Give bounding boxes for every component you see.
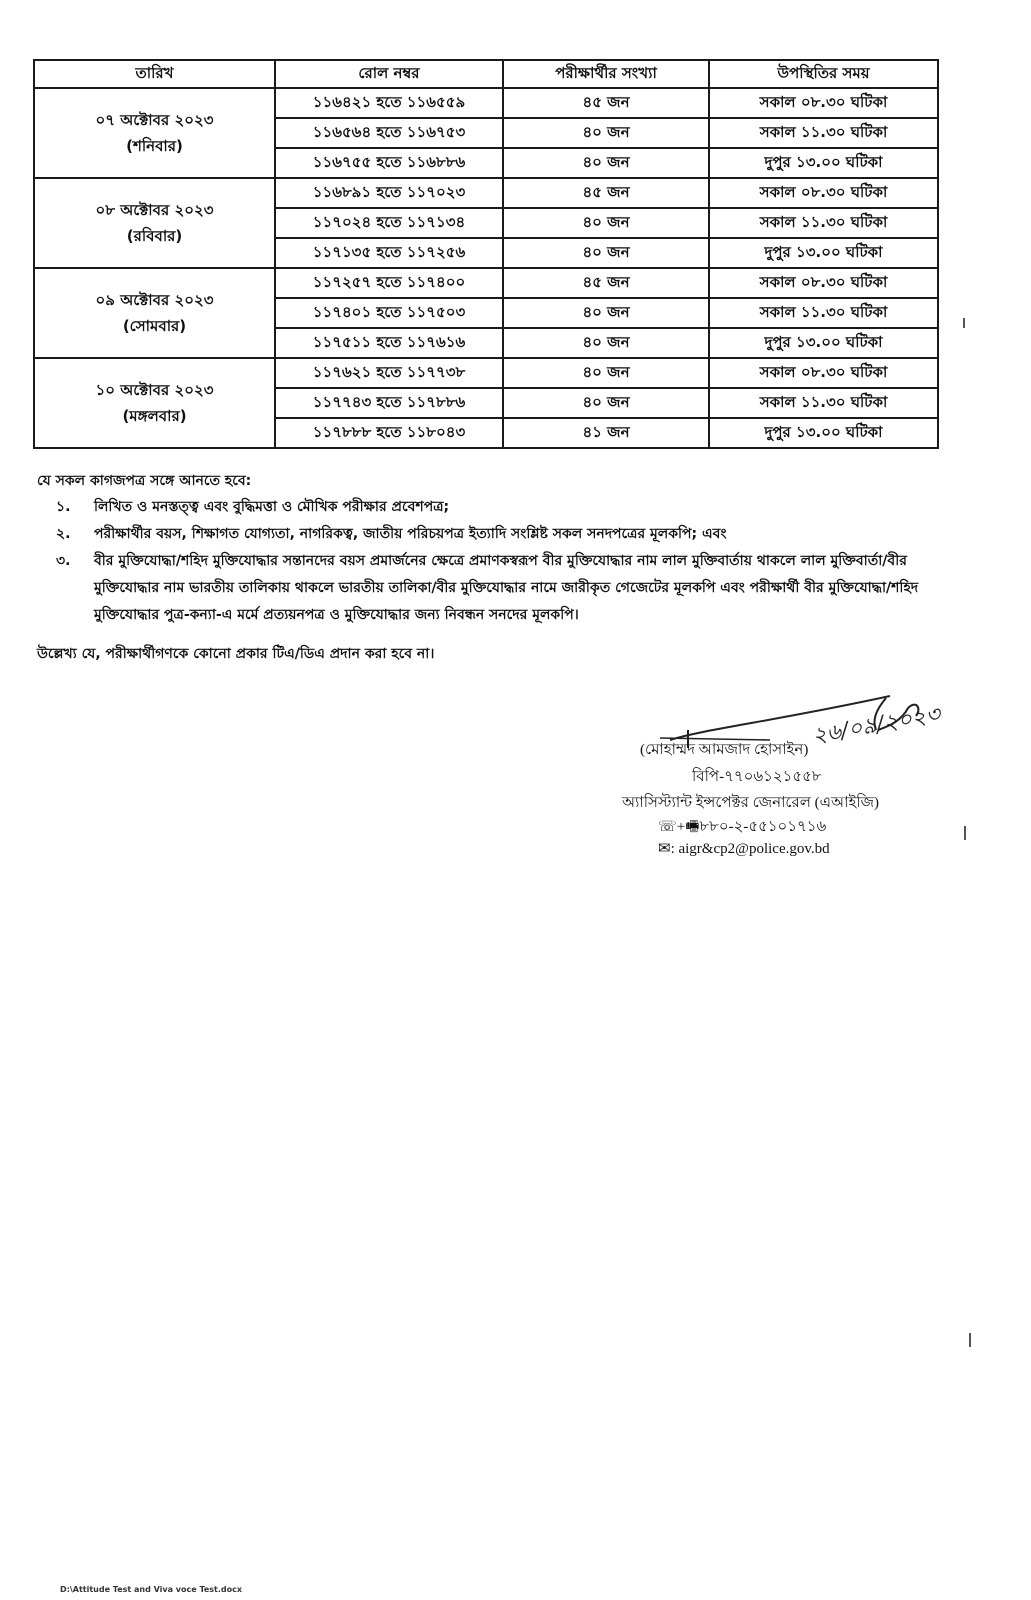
designation: অ্যাসিস্ট্যান্ট ইন্সপেক্টর জেনারেল (এআইজি) <box>622 795 880 811</box>
phone-fax: ☏+🖷৮৮০-২-৫৫১০১৭১৬ <box>658 819 827 835</box>
roll-range: ১১৬৫৬৪ হতে ১১৬৭৫৩ <box>275 118 503 148</box>
ta-da-note: উল্লেখ্য যে, পরীক্ষার্থীগণকে কোনো প্রকার টিএ/ডিএ প্রদান করা হবে না। <box>37 646 435 662</box>
candidate-count: ৪০ জন <box>503 118 709 148</box>
candidate-count: ৪০ জন <box>503 298 709 328</box>
table-row <box>34 88 938 118</box>
required-documents-list <box>56 494 946 629</box>
candidate-count: ৪০ জন <box>503 148 709 178</box>
header-attendance-time: উপস্থিতির সময় <box>709 60 938 88</box>
file-path-footer: D:\Attitude Test and Viva voce Test.docx <box>60 1585 243 1594</box>
header-roll-number: রোল নম্বর <box>275 60 503 88</box>
header-candidate-count: পরীক্ষার্থীর সংখ্যা <box>503 60 709 88</box>
list-item-text: বীর মুক্তিযোদ্ধা/শহিদ মুক্তিযোদ্ধার সন্তানদের বয়স প্রমার্জনের ক্ষেত্রে প্রমাণকস্বরূপ বীর মুক্তিযোদ্ধার নাম লাল মুক্তিবার্তায় থাকলে লাল মুক্তিবার্তা/বীর মুক্তিযোদ্ধার নাম ভারতীয় তালিকায় থাকলে ভারতীয় তালিকা/বীর মুক্তিযোদ্ধার নামে জারীকৃত গেজেটের মূলকপি এবং পরীক্ষার্থী বীর মুক্তিযোদ্ধা/শহিদ মুক্তিযোদ্ধার পুত্র-কন্যা-এ মর্মে প্রত্যয়নপত্র ও মুক্তিযোদ্ধার জন্য নিবন্ধন সনদের মূলকপি। <box>94 553 919 623</box>
roll-range: ১১৭২৫৭ হতে ১১৭৪০০ <box>275 268 503 298</box>
roll-range: ১১৬৮৯১ হতে ১১৭০২৩ <box>275 178 503 208</box>
exam-date: ১০ অক্টোবর ২০২৩ <box>95 381 214 399</box>
list-item-text: পরীক্ষার্থীর বয়স, শিক্ষাগত যোগ্যতা, নাগরিকত্ব, জাতীয় পরিচয়পত্র ইত্যাদি সংশ্লিষ্ট সকল সনদপত্রের মূলকপি; এবং <box>94 526 727 542</box>
exam-day: (সোমবার) <box>122 317 187 335</box>
candidate-count: ৪১ জন <box>503 418 709 448</box>
roll-range: ১১৭০২৪ হতে ১১৭১৩৪ <box>275 208 503 238</box>
table-header-row <box>34 60 938 88</box>
exam-date: ০৭ অক্টোবর ২০২৩ <box>95 111 214 129</box>
header-date: তারিখ <box>34 60 275 88</box>
table-row <box>34 268 938 298</box>
roll-range: ১১৭৭৪৩ হতে ১১৭৮৮৬ <box>275 388 503 418</box>
bp-number: বিপি-৭৭০৬১২১৫৫৮ <box>692 769 822 785</box>
exam-date: ০৯ অক্টোবর ২০২৩ <box>95 291 214 309</box>
list-item-number: ১. <box>56 499 71 515</box>
exam-schedule-table <box>33 59 939 449</box>
scan-mark <box>963 318 965 328</box>
exam-day: (শনিবার) <box>126 137 183 155</box>
candidate-count: ৪০ জন <box>503 208 709 238</box>
roll-range: ১১৬৭৫৫ হতে ১১৬৮৮৬ <box>275 148 503 178</box>
attendance-time: সকাল ১১.৩০ ঘটিকা <box>709 208 938 238</box>
candidate-count: ৪০ জন <box>503 388 709 418</box>
exam-day: (রবিবার) <box>126 227 183 245</box>
signature-block <box>622 690 1010 870</box>
table-row <box>34 178 938 208</box>
scan-mark <box>969 1333 971 1347</box>
list-item <box>56 548 946 629</box>
candidate-count: ৪৫ জন <box>503 268 709 298</box>
attendance-time: সকাল ১১.৩০ ঘটিকা <box>709 388 938 418</box>
roll-range: ১১৭৬২১ হতে ১১৭৭৩৮ <box>275 358 503 388</box>
attendance-time: সকাল ০৮.৩০ ঘটিকা <box>709 268 938 298</box>
exam-date: ০৮ অক্টোবর ২০২৩ <box>95 201 214 219</box>
table-row <box>34 358 938 388</box>
attendance-time: দুপুর ১৩.০০ ঘটিকা <box>709 328 938 358</box>
roll-range: ১১৬৪২১ হতে ১১৬৫৫৯ <box>275 88 503 118</box>
list-item <box>56 494 946 521</box>
list-item <box>56 521 946 548</box>
list-item-number: ২. <box>56 526 71 542</box>
attendance-time: সকাল ০৮.৩০ ঘটিকা <box>709 358 938 388</box>
attendance-time: সকাল ১১.৩০ ঘটিকা <box>709 298 938 328</box>
attendance-time: সকাল ০৮.৩০ ঘটিকা <box>709 178 938 208</box>
candidate-count: ৪০ জন <box>503 358 709 388</box>
signature-date: ২৬/০৯/২০২৩ <box>810 701 943 750</box>
required-documents-heading: যে সকল কাগজপত্র সঙ্গে আনতে হবে: <box>37 473 252 489</box>
roll-range: ১১৭৮৮৮ হতে ১১৮০৪৩ <box>275 418 503 448</box>
signatory-name: (মোহাম্মদ আমজাদ হোসাইন) <box>640 742 809 758</box>
list-item-text: লিখিত ও মনস্তত্ত্ব এবং বুদ্ধিমত্তা ও মৌখিক পরীক্ষার প্রবেশপত্র; <box>94 499 450 515</box>
attendance-time: সকাল ১১.৩০ ঘটিকা <box>709 118 938 148</box>
attendance-time: সকাল ০৮.৩০ ঘটিকা <box>709 88 938 118</box>
roll-range: ১১৭১৩৫ হতে ১১৭২৫৬ <box>275 238 503 268</box>
date-cell <box>34 178 275 268</box>
exam-day: (মঙ্গলবার) <box>122 407 187 425</box>
email-address: ✉: aigr&cp2@police.gov.bd <box>658 841 830 857</box>
roll-range: ১১৭৫১১ হতে ১১৭৬১৬ <box>275 328 503 358</box>
candidate-count: ৪৫ জন <box>503 88 709 118</box>
roll-range: ১১৭৪০১ হতে ১১৭৫০৩ <box>275 298 503 328</box>
candidate-count: ৪৫ জন <box>503 178 709 208</box>
date-cell <box>34 268 275 358</box>
candidate-count: ৪০ জন <box>503 328 709 358</box>
attendance-time: দুপুর ১৩.০০ ঘটিকা <box>709 418 938 448</box>
candidate-count: ৪০ জন <box>503 238 709 268</box>
attendance-time: দুপুর ১৩.০০ ঘটিকা <box>709 148 938 178</box>
scan-mark <box>964 826 966 840</box>
date-cell <box>34 358 275 448</box>
list-item-number: ৩. <box>56 553 71 569</box>
attendance-time: দুপুর ১৩.০০ ঘটিকা <box>709 238 938 268</box>
date-cell <box>34 88 275 178</box>
